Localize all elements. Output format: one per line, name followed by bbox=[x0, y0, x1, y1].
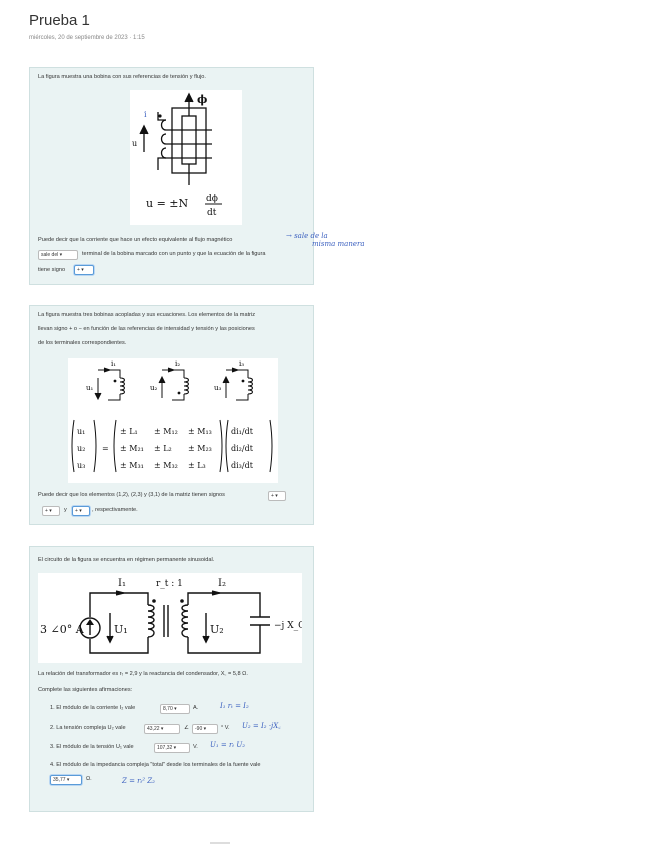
coil-eq-num: dϕ bbox=[206, 194, 218, 204]
q3-s3-text: 3. El módulo de la tensión U₁ vale bbox=[50, 744, 134, 750]
q3-s1-select[interactable]: 8,70 ▾ bbox=[160, 704, 190, 714]
q3-hand-2: U₂ = I₂ ·jX꜀ bbox=[242, 722, 281, 730]
u2-voltage-label: U₂ bbox=[210, 623, 224, 636]
m-31: ± M₃₁ bbox=[120, 461, 144, 470]
q2-intro-1: La figura muestra tres bobinas acopladas y sus ecuaciones. Los elementos de la matriz bbox=[38, 312, 256, 318]
vec-u-2: u₂ bbox=[77, 444, 86, 453]
q3-hand-1: I₁ rₜ = I₂ bbox=[220, 702, 249, 710]
transformer-circuit-diagram bbox=[38, 573, 302, 663]
equals-sign: = bbox=[102, 444, 109, 453]
i1-label: i₁ bbox=[111, 360, 117, 368]
q3-hand-4: Z = rₜ² Z₂ bbox=[122, 777, 155, 785]
m-33: ± L₃ bbox=[188, 461, 206, 470]
coupled-coils-diagram bbox=[68, 358, 278, 483]
q3-hand-3: U₁ = rₜ U₂ bbox=[210, 741, 246, 749]
q2-select-c[interactable]: + ▾ bbox=[72, 506, 90, 516]
q3-s4-text: 4. El módulo de la impedancia compleja "total" desde los terminales de la fuente vale bbox=[50, 762, 261, 768]
page-subtitle: miércoles, 20 de septiembre de 2023 · 1:15 bbox=[29, 35, 145, 41]
u2-label: u₂ bbox=[150, 384, 158, 392]
ratio-label: r_t : 1 bbox=[156, 579, 183, 589]
q3-complete: Complete las siguientes afirmaciones: bbox=[38, 687, 133, 693]
transformer-circuit-figure bbox=[38, 573, 302, 663]
q3-s2-select-mag[interactable]: 43,22 ▾ bbox=[144, 724, 180, 734]
i3-label: i₃ bbox=[239, 360, 245, 368]
q3-s4-select[interactable]: 35,77 ▾ bbox=[50, 775, 82, 785]
vec-d-3: di₃/dt bbox=[231, 461, 253, 470]
question-card-2 bbox=[29, 305, 314, 525]
m-13: ± M₁₃ bbox=[188, 427, 212, 436]
capacitor-label: −j X_C bbox=[274, 621, 302, 631]
q1-sign-select[interactable]: + ▾ bbox=[74, 265, 94, 275]
q3-s3-select[interactable]: 107,32 ▾ bbox=[154, 743, 190, 753]
q2-select-b[interactable]: + ▾ bbox=[42, 506, 60, 516]
m-11: ± L₁ bbox=[120, 427, 138, 436]
page-footer-mark bbox=[210, 842, 230, 844]
q1-intro: La figura muestra una bobina con sus referencias de tensión y flujo. bbox=[38, 74, 206, 80]
i2-current-label: I₂ bbox=[218, 578, 226, 589]
u1-label: u₁ bbox=[86, 384, 94, 392]
vec-u-1: u₁ bbox=[77, 427, 86, 436]
coil-figure bbox=[130, 90, 242, 225]
q2-select-a[interactable]: + ▾ bbox=[268, 491, 286, 501]
q3-s2-text: 2. La tensión compleja U₂ vale bbox=[50, 725, 126, 731]
question-card-3 bbox=[29, 546, 314, 812]
i-label: i bbox=[144, 110, 147, 119]
vec-u-3: u₃ bbox=[77, 461, 86, 470]
q1-text-b: terminal de la bobina marcado con un punto y que la ecuación de la figura bbox=[82, 251, 266, 257]
q3-params: La relación del transformador es rₜ = 2,9 y la reactancia del condensador, X꜀ = 5,8 Ω. bbox=[38, 671, 248, 677]
q3-s3-unit: V. bbox=[193, 744, 198, 750]
q3-intro: El circuito de la figura se encuentra en régimen permanente sinusoidal. bbox=[38, 557, 215, 563]
q2-intro-2: llevan signo + o − en función de las referencias de intensidad y tensión y las posiciones bbox=[38, 326, 255, 332]
source-label: 3 ∠0° A bbox=[40, 623, 84, 636]
coil-diagram bbox=[130, 90, 242, 225]
q2-answer-y: y bbox=[64, 507, 67, 513]
q3-s2-unit: ° V. bbox=[221, 725, 230, 731]
q3-s2-select-angle[interactable]: -90 ▾ bbox=[192, 724, 218, 734]
q1-side-select[interactable]: sale del ▾ bbox=[38, 250, 78, 260]
q2-answer-2: , respectivamente. bbox=[92, 507, 138, 513]
question-card-1 bbox=[29, 67, 314, 285]
q1-hand-note-2: misma manera bbox=[312, 240, 365, 248]
page-title: Prueba 1 bbox=[29, 12, 90, 29]
q3-s2-angle: ∠ bbox=[184, 725, 190, 731]
q1-text-c: tiene signo bbox=[38, 267, 66, 273]
m-12: ± M₁₂ bbox=[154, 427, 178, 436]
phi-label: ϕ bbox=[197, 93, 208, 106]
i2-label: i₂ bbox=[175, 360, 181, 368]
u3-label: u₃ bbox=[214, 384, 222, 392]
q1-hand-note-1: → sale de la bbox=[286, 232, 328, 240]
vec-d-1: di₁/dt bbox=[231, 427, 253, 436]
coupled-coils-figure bbox=[68, 358, 278, 483]
m-32: ± M₃₂ bbox=[154, 461, 178, 470]
q3-s4-unit: Ω. bbox=[86, 776, 92, 782]
m-22: ± L₂ bbox=[154, 444, 172, 453]
u1-voltage-label: U₁ bbox=[114, 623, 128, 636]
u-label: u bbox=[132, 139, 138, 148]
m-21: ± M₂₁ bbox=[120, 444, 144, 453]
coil-eq-den: dt bbox=[207, 208, 217, 218]
i1-current-label: I₁ bbox=[118, 578, 126, 589]
q2-answer-1: Puede decir que los elementos (1,2), (2,3) y (3,1) de la matriz tienen signos bbox=[38, 492, 225, 498]
q1-text-a: Puede decir que la corriente que hace un efecto equivalente al flujo magnético bbox=[38, 237, 233, 243]
m-23: ± M₂₃ bbox=[188, 444, 212, 453]
q2-intro-3: de los terminales correspondientes. bbox=[38, 340, 127, 346]
q3-s1-unit: A. bbox=[193, 705, 199, 711]
vec-d-2: di₂/dt bbox=[231, 444, 253, 453]
coil-equation: u = ±N bbox=[146, 197, 189, 210]
q3-s1-text: 1. El módulo de la corriente I₂ vale bbox=[50, 705, 136, 711]
